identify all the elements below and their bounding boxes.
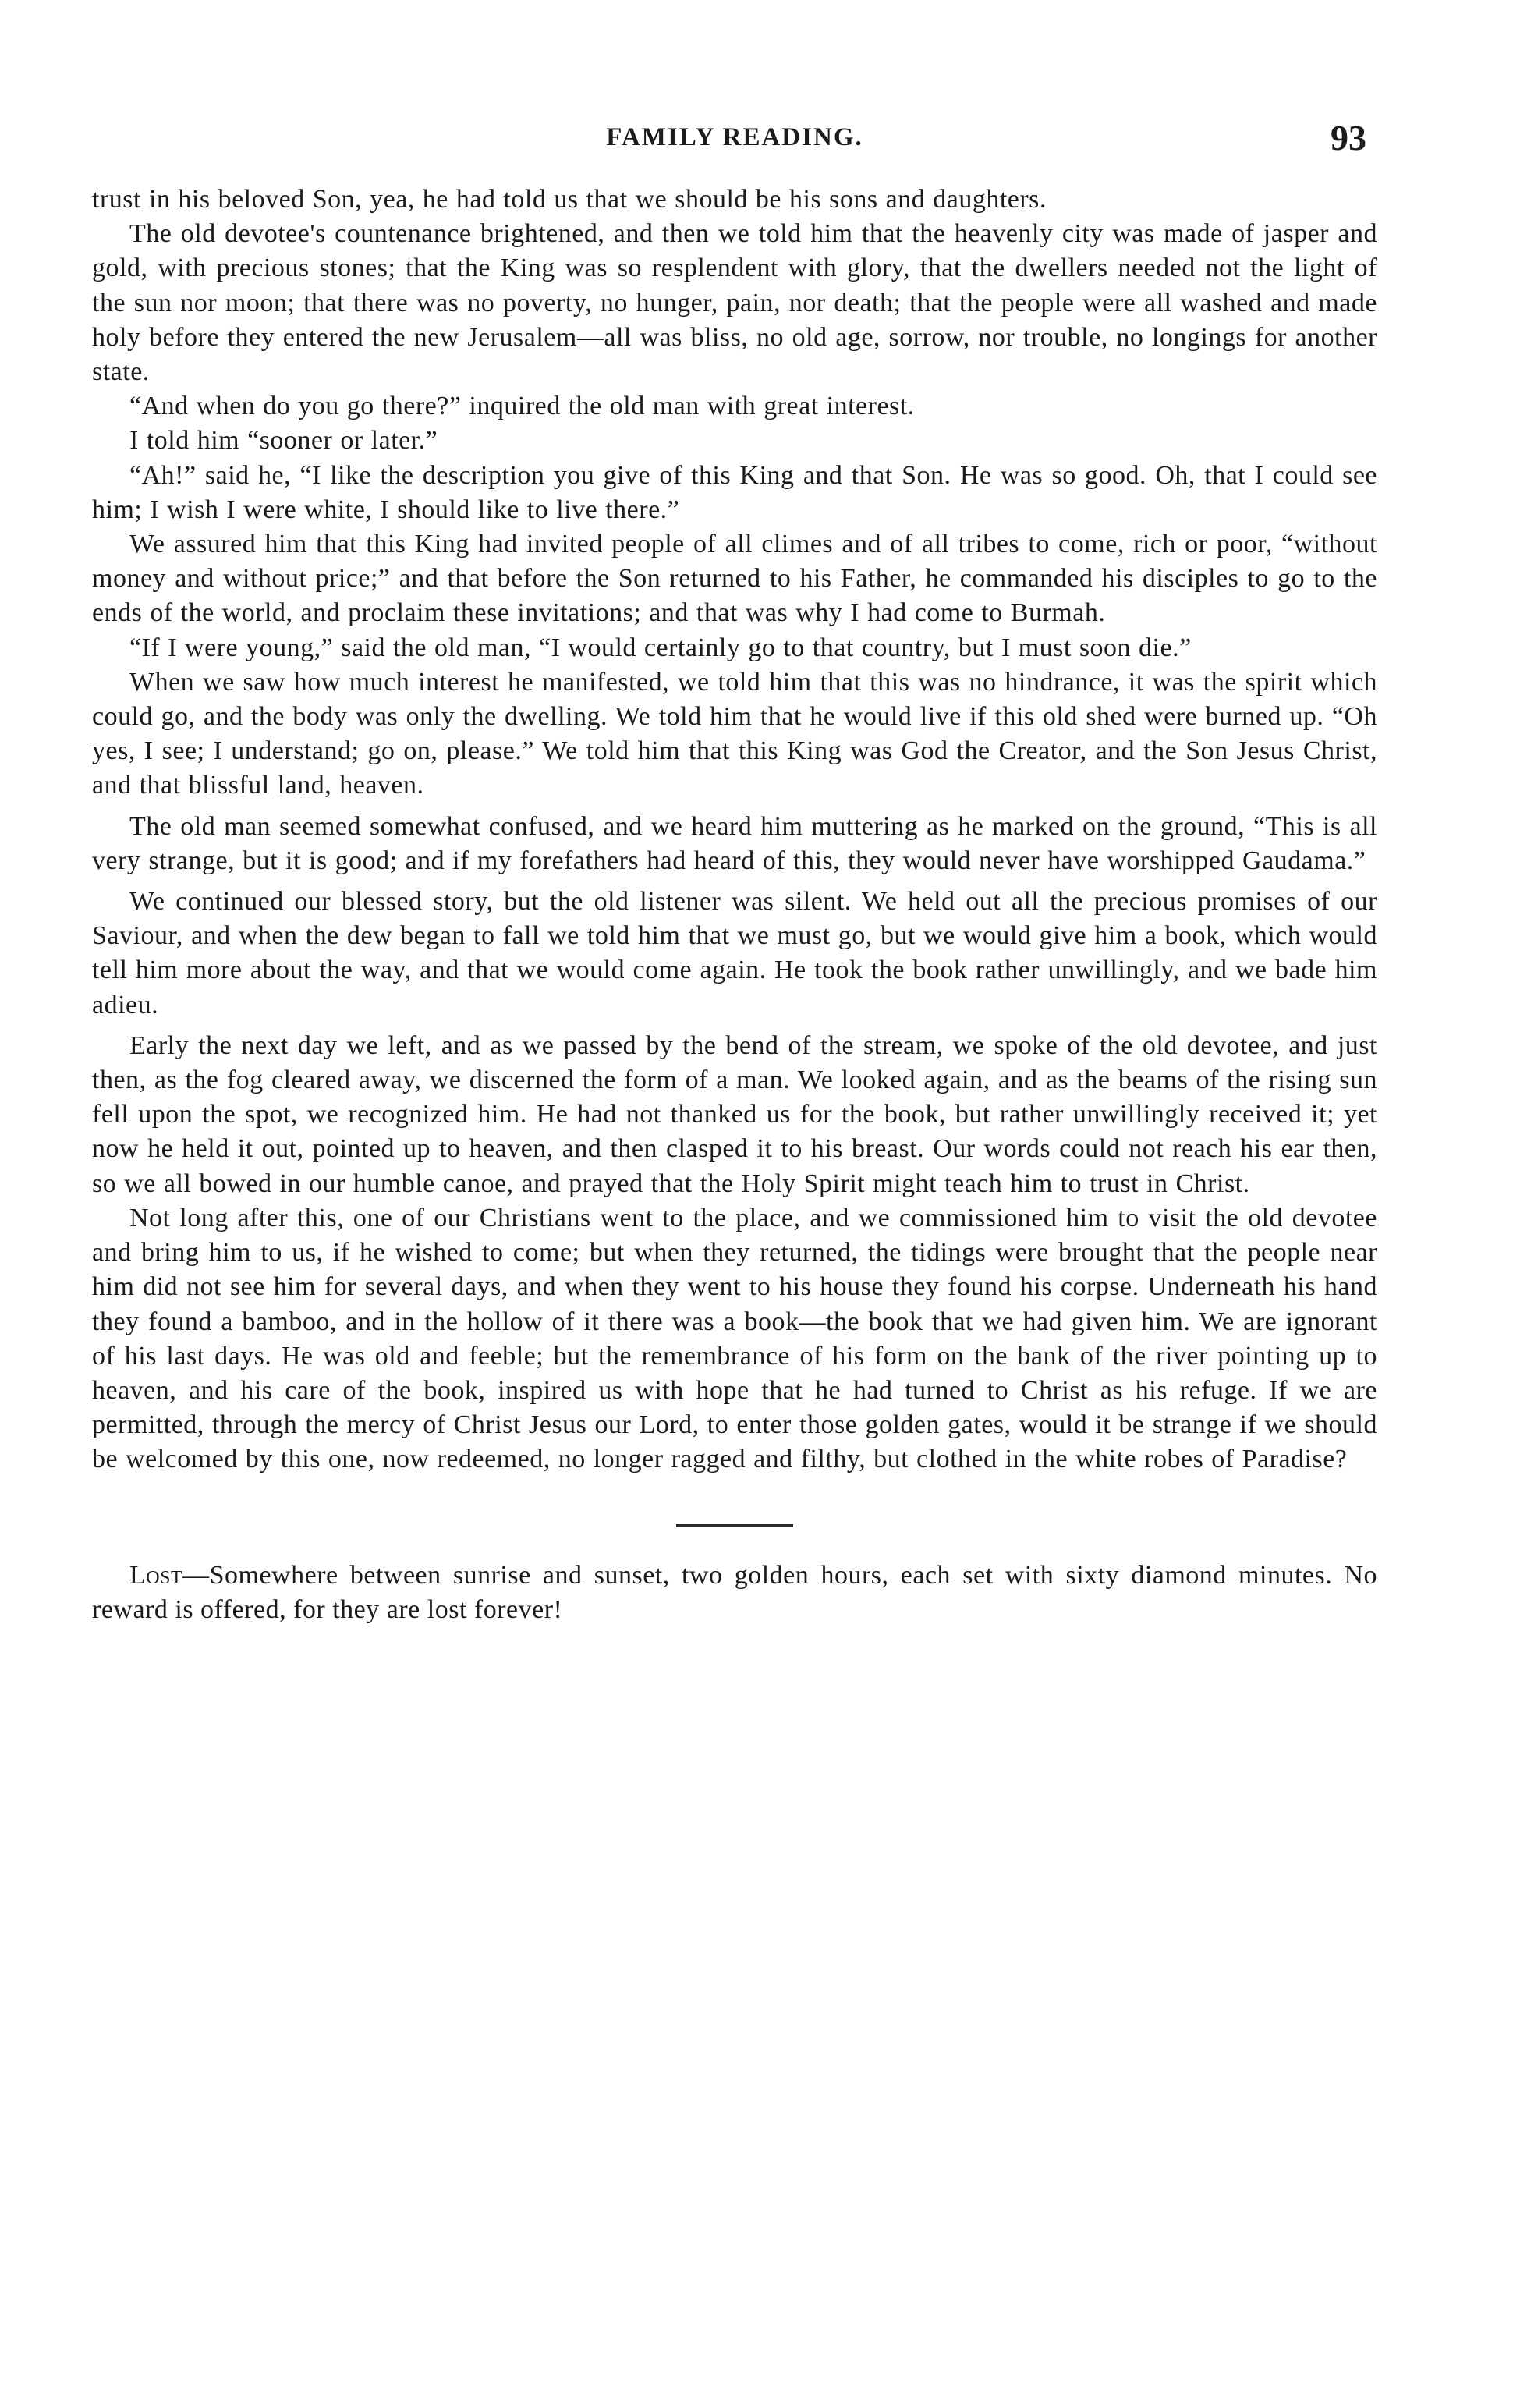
- paragraph: I told him “sooner or later.”: [129, 426, 438, 456]
- page-number: 93: [1331, 118, 1366, 158]
- lost-notice: [92, 1559, 1377, 1627]
- paragraph: When we saw how much interest he manifested, we told him that this was no hindrance, it was the spirit which could go, and the body was only the dwelling. We told him that he would live if this old shed were burned up. “Oh yes, I see; I understand; go on, please.” We told him that this King was God the Creator, and the Son Jesus Christ, and that blissful land, heaven.: [92, 667, 1377, 800]
- section-divider: [676, 1524, 793, 1527]
- paragraph: Early the next day we left, and as we passed by the bend of the stream, we spoke of the old devotee, and just then, as the fog cleared away, we discerned the form of a man. We looked again, and as the beams of the rising sun fell upon the spot, we recognized him. He had not thanked us for the book, but rather unwillingly received it; yet now he held it out, pointed up to heaven, and then clasped it to his breast. Our words could not reach his ear then, so we all bowed in our humble canoe, and prayed that the Holy Spirit might teach him to trust in Christ.: [92, 1030, 1377, 1198]
- paragraph: The old man seemed somewhat confused, and we heard him muttering as he marked on the ground, “This is all very strange, but it is good; and if my forefathers had heard of this, they would never have worshipped Gaudama.”: [92, 811, 1377, 875]
- running-head: [92, 117, 1377, 179]
- paragraph: The old devotee's countenance brightened, and then we told him that the heavenly city was made of jasper and gold, with precious stones; that the King was so resplendent with glory, that the dwellers needed not the light of the sun nor moon; that there was no poverty, no hunger, pain, nor death; that the people were all washed and made holy before they entered the new Jerusalem—all was bliss, no old age, sorrow, nor trouble, no longings for another state.: [92, 219, 1377, 387]
- body-text: [92, 183, 1377, 1477]
- paragraph: We assured him that this King had invited people of all climes and of all tribes to come, rich or poor, “without money and without price;” and that before the Son returned to his Father, he commanded his disciples to go to the ends of the world, and proclaim these invitations; and that was why I had come to Burmah.: [92, 530, 1377, 628]
- book-page: [92, 117, 1377, 1627]
- paragraph: We continued our blessed story, but the old listener was silent. We held out all the precious promises of our Saviour, and when the dew began to fall we told him that we must go, but we would give him a book, which would tell him more about the way, and that we would come again. He took the book rather unwillingly, and we bade him adieu.: [92, 887, 1377, 1020]
- paragraph: trust in his beloved Son, yea, he had told us that we should be his sons and daughters.: [92, 185, 1047, 214]
- paragraph: “And when do you go there?” inquired the old man with great interest.: [129, 392, 915, 421]
- paragraph: Not long after this, one of our Christians went to the place, and we commissioned him to visit the old devotee and bring him to us, if he wished to come; but when they returned, the tidings were brought that the people near him did not see him for several days, and when they went to his house they found his corpse. Underneath his hand they found a bamboo, and in the hollow of it there was a book—the book that we had given him. We are ignorant of his last days. He was old and feeble; but the remembrance of his form on the bank of the river pointing up to heaven, and his care of the book, inspired us with hope that he had turned to Christ as his refuge. If we are permitted, through the mercy of Christ Jesus our Lord, to enter those golden gates, would it be strange if we should be welcomed by this one, now redeemed, no longer ragged and filthy, but clothed in the white robes of Paradise?: [92, 1203, 1377, 1474]
- paragraph: “If I were young,” said the old man, “I would certainly go to that country, but I must soon die.”: [129, 633, 1192, 662]
- notice-lead: Lost: [129, 1560, 183, 1590]
- notice-text: —Somewhere between sunrise and sunset, two golden hours, each set with sixty diamond minutes. No reward is offered, for they are lost forever!: [92, 1560, 1377, 1624]
- paragraph: “Ah!” said he, “I like the description you give of this King and that Son. He was so good. Oh, that I could see him; I wish I were white, I should like to live there.”: [92, 460, 1377, 524]
- running-title: FAMILY READING.: [606, 123, 863, 151]
